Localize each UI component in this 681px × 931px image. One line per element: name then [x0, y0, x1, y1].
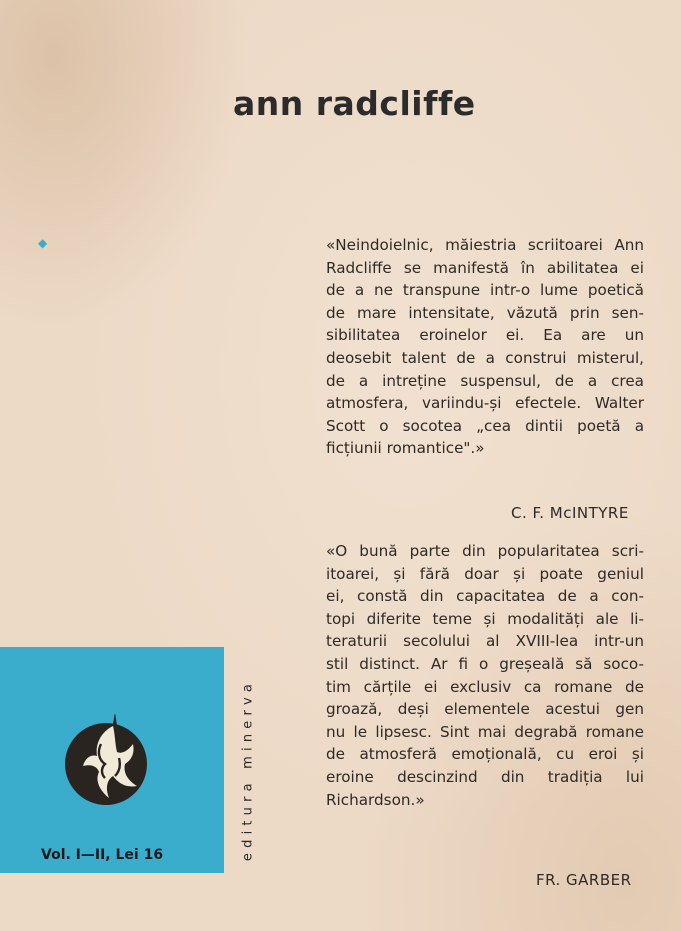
quote-line: ficțiunii romantice".»	[326, 439, 485, 458]
quote-line: Richardson.»	[326, 790, 425, 809]
quote-line: topi diferite teme și modalități ale li-	[326, 609, 644, 628]
quote-line: de atmosferă emoțională, cu eroi și	[326, 745, 644, 764]
quote-line: sibilitatea eroinelor ei. Ea are un	[326, 326, 644, 345]
quote-garber	[326, 540, 644, 811]
minerva-logo-icon	[61, 714, 151, 806]
quote-author-mcintyre: C. F. McINTYRE	[511, 504, 629, 522]
quote-line: «O bună parte din popularitatea scri-	[326, 542, 644, 560]
quote-line: de mare intensitate, văzută prin sen-	[326, 303, 644, 322]
quote-line: Scott o socotea „cea dintii poetă a	[326, 416, 644, 435]
quote-line: eroine descinzind din tradiția lui	[326, 767, 644, 786]
quote-line: stil distinct. Ar fi o greșeală să soco-	[326, 654, 644, 673]
quote-line: Radcliffe se manifestă în abilitatea ei	[326, 258, 644, 277]
quote-line: de a intreține suspensul, de a crea	[326, 371, 644, 390]
quote-line: groază, deși elementele acestui gen	[326, 700, 644, 719]
quote-line: de a ne transpune intr-o lume poetică	[326, 281, 644, 300]
book-author-title: ann radcliffe	[233, 84, 476, 123]
quote-line: atmosfera, variindu-și efectele. Walter	[326, 394, 644, 413]
quote-line: teraturii secolului al XVIII-lea intr-un	[326, 632, 644, 651]
quote-line: nu le lipsesc. Sint mai degrabă romane	[326, 722, 644, 741]
quote-line: itoarei, și fără doar și poate geniul	[326, 564, 644, 583]
publisher-name	[236, 655, 260, 885]
publisher-name-text: editura minerva	[240, 678, 256, 862]
quote-mcintyre	[326, 234, 644, 460]
ink-speck: ◆	[38, 236, 48, 250]
quote-line: ei, constă din capacitatea de a con-	[326, 587, 644, 606]
quote-line: deosebit talent de a construi misterul,	[326, 348, 644, 367]
quote-line: tim cărțile ei exclusiv ca romane de	[326, 677, 644, 696]
quote-line: «Neindoielnic, măiestria scriitoarei Ann	[326, 236, 644, 254]
volume-price-label: Vol. I—II, Lei 16	[41, 847, 164, 863]
quote-author-garber: FR. GARBER	[536, 871, 632, 889]
